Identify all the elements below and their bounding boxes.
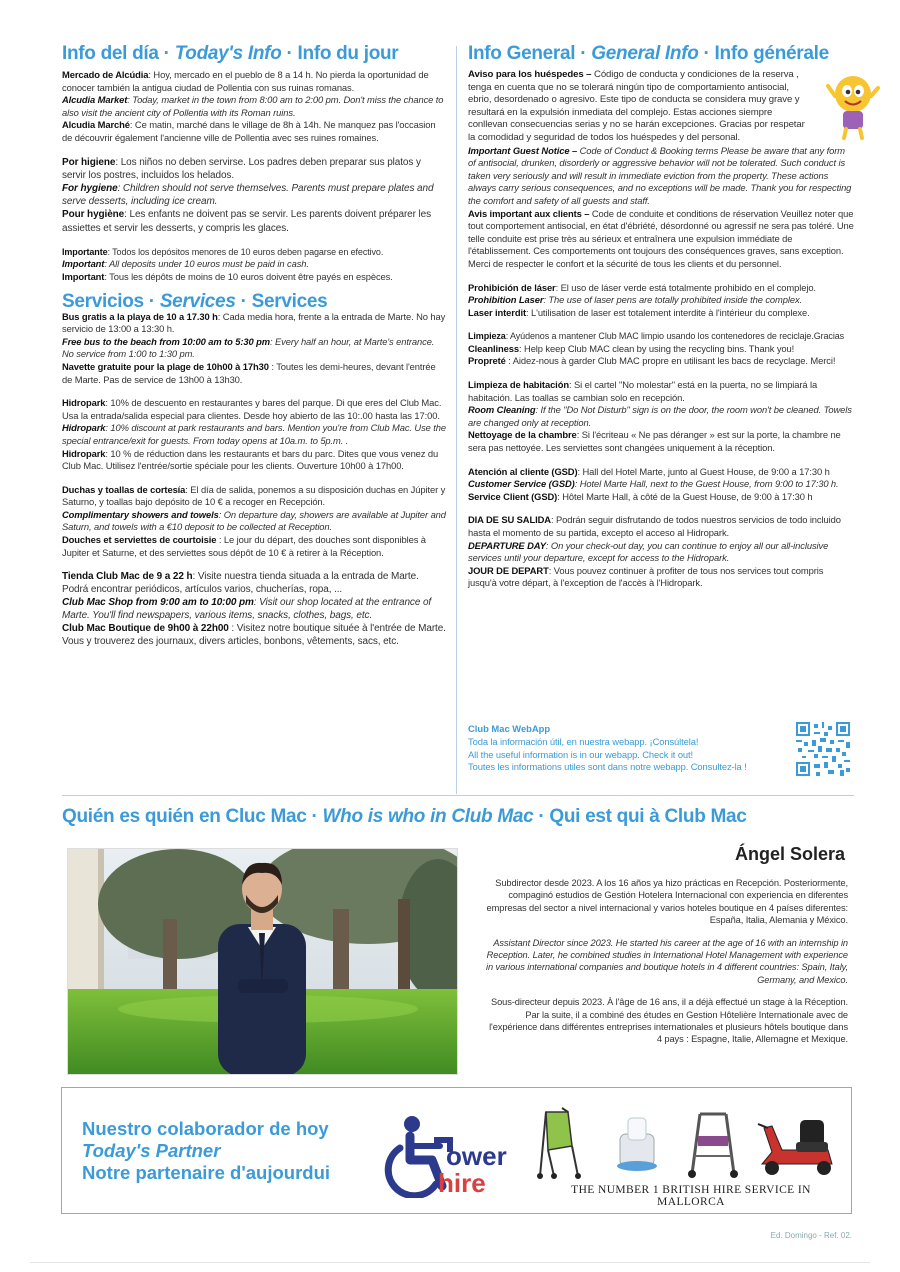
- staff-name: Ángel Solera: [734, 844, 845, 864]
- webapp-line-fr: Toutes les informations utiles sont dans notre webapp. Consultez-la !: [468, 761, 747, 773]
- partner-box: [61, 1087, 852, 1214]
- cleanliness-notice: Limpieza: Ayúdenos a mantener Club MAC limpio usando los contenedores de reciclaje.Gracias Cleanliness: Help keep Club MAC clean by using the recycling bins. Thank you! Propreté : Aidez-nous à garder Club MAC propre en utilisant les bacs de recyclage. Merci!: [468, 331, 845, 367]
- mascot-icon: [826, 70, 880, 140]
- bio-es: Subdirector desde 2023. A los 16 años ya hizo prácticas en Recepción. Posteriormente, compaginó estudios de Gestión Hotelera Internacional con experiencia en diferentes empresas del sector a nivel internacional y varios hoteles boutique en 4 países diferentes: España, Italia, Alemania y México.: [486, 878, 848, 926]
- market-notice: Mercado de Alcúdia: Hoy, mercado en el pueblo de 8 a 14 h. No pierda la oportunidad de conocer también la antigua ciudad de Pollentia con sus ruinas romanas. Alcudia Market: Today, market in the town from 8:00 am to 2:00 pm. Don't miss the chance to also visit the ancient city of Pollentia with its Roman ruins. Alcudia Marché: Ce matin, marché dans le village de 8h à 14h. Ne manquez pas l'occasion de découvrir également l'ancienne ville de Pollentia avec ses ruines romaines.: [62, 69, 444, 143]
- partner-title: Nuestro colaborador de hoy Today's Partner Notre partenaire d'aujourdui: [82, 1118, 331, 1183]
- right-column: [468, 42, 854, 601]
- beach-bus-notice: Bus gratis a la playa de 10 a 17.30 h: Cada media hora, frente a la entrada de Marte. No hay servicio de 13:00 a 13:30 h. Free bus to the beach from 10:00 am to 5:30 pm: Every half an hour, at Marte's entrance. No service from 1:00 to 1:30 pm. Navette gratuite pour la plage de 10h00 à 17h30 : Toutes les demi-heures, devant l'entrée de Marte. Pas de service de 13h00 à 13h30.: [62, 310, 446, 385]
- customer-service-notice: Atención al cliente (GSD): Hall del Hotel Marte, junto al Guest House, de 9:00 a 17:30 h Customer Service (GSD): Hotel Marte Hall, next to the Guest House, from 9:00 to 17:30 h. Service Client (GSD): Hôtel Marte Hall, à côté de la Guest House, de 9:00 à 17:30 h: [468, 465, 839, 502]
- hidropark-notice: Hidropark: 10% de descuento en restaurantes y bares del parque. Di que eres del Club Mac. Usa la entrada/salida especial para clientes. Desde hoy abierto de las 10:.00 hasta las 17:00. Hidropark: 10% discount at park restaurants and bars. Mention you're from Club Mac. Use the special entrance/exit for guests. From today opens at 10a.m. to 5p.m. . Hidropark: 10 % de réduction dans les restaurants et bars du parc. Dites que vous venez du Club Mac. Utilisez l'entrée/sortie spéciale pour les clients. Ouverture 10h00 à 17h00.: [62, 397, 447, 472]
- services-title: Servicios · Services · Services: [62, 290, 328, 312]
- laser-notice: Prohibición de láser: El uso de láser verde está totalmente prohibido en el complejo. Prohibition Laser: The use of laser pens are totally prohibited inside the complex. Laser interdit: L'utilisation de laser est totalement interdite à l'intérieur du complexe.: [468, 281, 816, 318]
- general-info-title: Info General · General Info · Info générale: [468, 43, 829, 64]
- webapp-line-en: All the useful information is in our webapp. Check it out!: [468, 748, 694, 760]
- mobility-scooter-icon: [758, 1120, 832, 1175]
- bottom-rule: [30, 1262, 870, 1263]
- bottle-warmer-icon: [617, 1118, 657, 1171]
- partner-tagline: THE NUMBER 1 BRITISH HIRE SERVICE IN MALLORCA: [571, 1184, 811, 1208]
- showers-notice: Duchas y toallas de cortesía: El día de salida, ponemos a su disposición duchas en Júpiter y Saturno, y toallas bajo depósito de 10 € a recoger en Recepción. Complimentary showers and towels: On departure day, showers are available at Jupiter and Saturn, and towels with a €10 deposit to be collected at Reception. Douches et serviettes de courtoisie : Le jour du départ, des douches sont disponibles à Jupiter et Saturne, et des serviettes sous dépôt de 10 € à retirer à la Réception.: [62, 483, 446, 558]
- logo-word-hire: hire: [438, 1168, 486, 1198]
- webapp-title: Club Mac WebApp: [468, 723, 551, 734]
- deposits-notice: Importante: Todos los depósitos menores de 10 euros deben pagarse en efectivo. Important: All deposits under 10 euros must be paid in cash. Important: Tous les dépôts de moins de 10 euros doivent être payés en espèces.: [62, 246, 393, 282]
- staff-bio: [483, 877, 848, 1056]
- walker-icon: [688, 1114, 738, 1178]
- bio-fr: Sous-directeur depuis 2023. À l'âge de 16 ans, il a déjà effectué un stage à la Réception. Par la suite, il a combiné des études en Gestion Hôtelière Internationale avec de l'expérience dans différentes entreprises internationales et plusieurs hôtels boutique dans 4 pays : Espagne, Italie, Allemagne et Mexique.: [489, 997, 848, 1045]
- column-divider: [456, 46, 457, 794]
- room-cleaning-notice: Limpieza de habitación: Si el cartel "No molestar" está en la puerta, no se limpiará la habitación. Las toallas se cambian solo en recepción. Room Cleaning: If the "Do Not Disturb" sign is on the door, the room won't be cleaned. Towels are changed only at reception. Nettoyage de la chambre: Si l'écriteau « Ne pas déranger » est sur la porte, la chambre ne sera pas nettoyée. Les serviettes sont changées uniquement à la réception.: [468, 379, 852, 454]
- webapp-block: [468, 722, 798, 774]
- edition-ref: Ed. Domingo - Ref. 02.: [770, 1231, 852, 1240]
- equipment-pictures: [532, 1106, 842, 1180]
- departure-day-notice: DIA DE SU SALIDA: Podrán seguir disfrutando de todos nuestros servicios de todo incluido hasta el momento de su partida, excepto el acceso al Hidropark. DEPARTURE DAY: On your check-out day, you can continue to enjoy all our all-inclusive services until your departure, except for access to the Hidropark. JOUR DE DEPART: Vous pouvez continuer à profiter de tous nos services tout compris jusqu'à votre départ, à l'exception de l'accès à l'Hidropark.: [468, 514, 841, 589]
- hygiene-notice: Por higiene: Los niños no deben servirse. Los padres deben preparar sus platos y servir los postres, incluidos los helados. For hygiene: Children should not serve themselves. Parents must prepare plates and serve desserts, including ice cream. Pour hygiène: Les enfants ne doivent pas se servir. Les parents doivent préparer les assiettes et servir les desserts, y compris les glaces.: [62, 156, 434, 234]
- staff-photo: [67, 848, 458, 1075]
- stroller-icon: [537, 1108, 581, 1179]
- qr-code-icon[interactable]: [796, 722, 850, 776]
- shop-notice: Tienda Club Mac de 9 a 22 h: Visite nuestra tienda situada a la entrada de Marte. Podrá encontrar periódicos, artículos varios, chucherías, ropa, ... Club Mac Shop from 9:00 am to 10:00 pm: Visit our shop located at the entrance of Marte. You'll find newspapers, various items, snacks, clothes, bags, etc. Club Mac Boutique de 9h00 à 22h00 : Visitez notre boutique située à l'entrée de Marte. Vous y trouverez des journaux, divers articles, bonbons, vêtements, sacs, etc.: [62, 571, 446, 648]
- section-divider: [62, 795, 854, 796]
- bio-en: Assistant Director since 2023. He started his career at the age of 16 with an internship in Reception. Later, he combined studies in International Hotel Management with experience in various international companies and boutique hotels in 4 different countries: Spain, Italy, Germany, and Mexico.: [485, 937, 848, 985]
- info-day-title: Info del día · Today's Info · Info du jour: [62, 43, 399, 64]
- guest-conduct-notice: Aviso para los huéspedes – Código de conducta y condiciones de la reserva , tenga en cuenta que no se tolerará ningún tipo de comportamiento antisocial, ebrio, desordenado o agresivo. Este tipo de conducta se considera muy grave y resultará en la expulsión inmediata del complejo. Estas acciones siempre conllevan consecuencias serias y no se harán excepciones. Gracias por respetar la comodidad y seguridad de todos los huéspedes y del personal. Important Guest Notice – Code of Conduct & Booking terms Please be aware that any form of antisocial, drunken, disorderly or aggressive behavior will not be tolerated. Such conduct is taken very seriously and will result in immediate eviction from the property. These actions always carry serious consequences, and no exceptions will be made. Thank you for respecting the comfort and safety of all guests and staff. Avis important aux clients – Code de conduite et conditions de réservation Veuillez noter que tout comportement antisocial, en état d'ébriété, désordonné ou agressif ne sera pas toléré. Une telle conduite est prise très au sérieux et entraînera une expulsion immédiate de l'établissement. Ces comportements ont toujours des conséquences graves, sans exception. Merci de respecter le confort et la sécurité de tous les clients et du personnel.: [468, 69, 854, 269]
- tower-hire-logo[interactable]: [380, 1110, 530, 1198]
- webapp-line-es: Toda la información útil, en nuestra webapp. ¡Consúltela!: [468, 736, 699, 747]
- left-column: [62, 42, 447, 659]
- logo-word-ower: ower: [446, 1141, 507, 1171]
- whois-title: Quién es quién en Cluc Mac · Who is who in Club Mac · Qui est qui à Club Mac: [62, 806, 747, 827]
